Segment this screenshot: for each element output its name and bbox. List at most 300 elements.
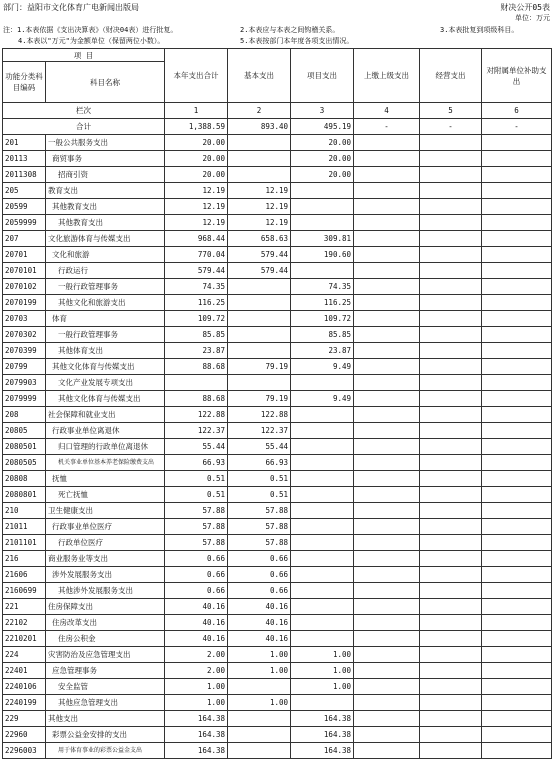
business-cell [420,599,482,615]
name-cell: 招商引资 [46,167,165,183]
name-cell: 体育 [46,311,165,327]
business-cell [420,711,482,727]
subsidy-cell [482,263,552,279]
code-cell: 20599 [3,199,46,215]
table-row [3,167,552,183]
project-cell: 164.38 [291,743,354,759]
business-cell [420,695,482,711]
table-row [3,407,552,423]
project-cell [291,551,354,567]
name-cell: 文化产业发展专项支出 [46,375,165,391]
business-cell [420,583,482,599]
name-cell: 商业服务业等支出 [46,551,165,567]
upper-cell [354,183,420,199]
table-row [3,567,552,583]
code-cell: 207 [3,231,46,247]
table-row [3,327,552,343]
basic-cell: 12.19 [228,199,291,215]
business-cell [420,215,482,231]
project-cell [291,215,354,231]
table-row [3,599,552,615]
project-cell: 164.38 [291,711,354,727]
business-cell [420,167,482,183]
table-row [3,247,552,263]
basic-cell: 57.88 [228,519,291,535]
name-cell: 抚恤 [46,471,165,487]
code-cell: 20799 [3,359,46,375]
basic-cell: 0.51 [228,471,291,487]
basic-cell [228,343,291,359]
project-cell: 109.72 [291,311,354,327]
project-cell [291,407,354,423]
column-header-name: 科目名称 [46,62,165,103]
note-3: 3.本表批复到项级科目。 [440,26,519,34]
table-row [3,647,552,663]
basic-cell: 1.00 [228,663,291,679]
total-cell: 85.85 [165,327,228,343]
project-cell [291,455,354,471]
project-cell [291,199,354,215]
column-header-subsidy: 对附属单位补助支出 [482,49,552,103]
subsidy-cell [482,663,552,679]
table-row [3,391,552,407]
business-cell [420,407,482,423]
business-cell [420,503,482,519]
col-number: 1 [165,103,228,119]
column-header-upper: 上缴上级支出 [354,49,420,103]
row-label: 栏次 [3,103,165,119]
upper-cell [354,279,420,295]
code-cell: 224 [3,647,46,663]
basic-cell: 40.16 [228,631,291,647]
money-unit: 单位：万元 [515,14,550,22]
total-cell: 57.88 [165,519,228,535]
col-number: 6 [482,103,552,119]
table-row [3,471,552,487]
business-cell [420,263,482,279]
total-cell: 579.44 [165,263,228,279]
code-cell: 2080801 [3,487,46,503]
total-cell: 109.72 [165,311,228,327]
project-cell: 20.00 [291,151,354,167]
col-number: 5 [420,103,482,119]
business-cell [420,679,482,695]
subsidy-cell [482,647,552,663]
total-label: 合计 [3,119,165,135]
upper-cell [354,615,420,631]
basic-cell [228,679,291,695]
name-cell: 文化旅游体育与传媒支出 [46,231,165,247]
table-row [3,199,552,215]
project-cell: 23.87 [291,343,354,359]
upper-cell [354,455,420,471]
business-cell [420,423,482,439]
name-cell: 应急管理事务 [46,663,165,679]
subsidy-cell [482,679,552,695]
project-cell [291,439,354,455]
project-cell [291,535,354,551]
project-cell: 309.81 [291,231,354,247]
business-cell [420,615,482,631]
project-cell [291,375,354,391]
basic-cell: 79.19 [228,391,291,407]
business-cell [420,359,482,375]
subsidy-cell [482,183,552,199]
subsidy-cell [482,487,552,503]
code-cell: 201 [3,135,46,151]
basic-cell: 122.88 [228,407,291,423]
total-cell: 164.38 [165,727,228,743]
name-cell: 行政单位医疗 [46,535,165,551]
name-cell: 住房改革支出 [46,615,165,631]
subsidy-cell [482,711,552,727]
name-cell: 其他文化和旅游支出 [46,295,165,311]
column-header-total: 本年支出合计 [165,49,228,103]
total-cell: 0.66 [165,551,228,567]
name-cell: 商贸事务 [46,151,165,167]
subsidy-cell [482,727,552,743]
total-cell: 0.66 [165,583,228,599]
upper-cell [354,231,420,247]
column-header-basic: 基本支出 [228,49,291,103]
column-group-header: 项 目 [3,49,165,62]
table-row [3,423,552,439]
basic-cell: 57.88 [228,535,291,551]
table-row [3,631,552,647]
table-row [3,535,552,551]
total-cell: 1.00 [165,695,228,711]
code-cell: 22102 [3,615,46,631]
business-cell [420,727,482,743]
code-cell: 229 [3,711,46,727]
upper-cell [354,695,420,711]
upper-cell [354,743,420,759]
business-cell [420,535,482,551]
subsidy-cell [482,455,552,471]
project-cell [291,695,354,711]
upper-cell [354,487,420,503]
business-cell [420,247,482,263]
project-cell [291,583,354,599]
subsidy-cell [482,743,552,759]
name-cell: 其他文化体育与传媒支出 [46,391,165,407]
total-cell: 12.19 [165,199,228,215]
project-cell: 20.00 [291,167,354,183]
project-cell [291,183,354,199]
business-cell [420,295,482,311]
subsidy-cell [482,615,552,631]
name-cell: 其他体育支出 [46,343,165,359]
table-row [3,295,552,311]
project-cell: 1.00 [291,647,354,663]
subsidy-cell [482,391,552,407]
business-cell [420,631,482,647]
name-cell: 灾害防治及应急管理支出 [46,647,165,663]
col-number: 2 [228,103,291,119]
basic-cell: 579.44 [228,247,291,263]
subsidy-cell [482,279,552,295]
business-cell [420,151,482,167]
total-cell: 66.93 [165,455,228,471]
table-row [3,663,552,679]
subsidy-cell [482,359,552,375]
basic-cell: 40.16 [228,599,291,615]
business-cell [420,327,482,343]
table-row [3,215,552,231]
subsidy-cell [482,295,552,311]
project-cell: 9.49 [291,359,354,375]
business-cell [420,519,482,535]
table-row [3,583,552,599]
upper-cell [354,151,420,167]
total-cell: 164.38 [165,743,228,759]
total-cell: 122.88 [165,407,228,423]
name-cell: 行政运行 [46,263,165,279]
code-cell: 22401 [3,663,46,679]
total-row [3,119,552,135]
name-cell: 一般行政管理事务 [46,327,165,343]
basic-cell: 658.63 [228,231,291,247]
name-cell: 卫生健康支出 [46,503,165,519]
name-cell: 其他涉外发展服务支出 [46,583,165,599]
total-cell: 0.51 [165,471,228,487]
upper-cell [354,679,420,695]
code-cell: 20113 [3,151,46,167]
project-cell: 85.85 [291,327,354,343]
subsidy-cell [482,503,552,519]
basic-cell: 1.00 [228,647,291,663]
business-cell [420,279,482,295]
basic-cell: 66.93 [228,455,291,471]
code-cell: 2240106 [3,679,46,695]
code-cell: 20703 [3,311,46,327]
business-cell [420,471,482,487]
total-cell: 1.00 [165,679,228,695]
name-cell: 用于体育事业的彩票公益金支出 [46,743,165,759]
name-cell: 其他应急管理支出 [46,695,165,711]
table-row [3,359,552,375]
code-cell: 21606 [3,567,46,583]
business-cell [420,487,482,503]
upper-cell [354,711,420,727]
note-1: 注：1.本表依据《支出决算表》（财决04表）进行批复。 [3,26,178,34]
business-cell [420,647,482,663]
col-number: 3 [291,103,354,119]
total-cell: 770.04 [165,247,228,263]
code-cell: 2059999 [3,215,46,231]
total-value: 1,388.59 [165,119,228,135]
table-row [3,263,552,279]
basic-cell [228,135,291,151]
name-cell: 归口管理的行政单位离退休 [46,439,165,455]
business-cell [420,311,482,327]
total-cell: 2.00 [165,647,228,663]
business-cell [420,199,482,215]
basic-cell: 0.51 [228,487,291,503]
table-row [3,679,552,695]
upper-cell [354,391,420,407]
col-number: 4 [354,103,420,119]
basic-cell [228,295,291,311]
total-cell: 20.00 [165,151,228,167]
upper-cell [354,519,420,535]
project-cell [291,503,354,519]
upper-cell [354,423,420,439]
upper-cell [354,647,420,663]
table-row [3,551,552,567]
basic-cell: 0.66 [228,551,291,567]
total-cell: 164.38 [165,711,228,727]
code-cell: 2080501 [3,439,46,455]
total-cell: 12.19 [165,215,228,231]
upper-cell [354,263,420,279]
column-header-business: 经营支出 [420,49,482,103]
total-cell: 40.16 [165,599,228,615]
table-row [3,183,552,199]
note-5: 5.本表按部门本年度各项支出情况。 [240,37,354,45]
upper-cell [354,359,420,375]
subsidy-cell [482,311,552,327]
basic-cell [228,375,291,391]
business-cell [420,391,482,407]
subsidy-cell [482,695,552,711]
name-cell: 死亡抚恤 [46,487,165,503]
upper-cell [354,567,420,583]
upper-cell [354,215,420,231]
upper-cell [354,631,420,647]
upper-cell [354,727,420,743]
subsidy-cell [482,551,552,567]
code-cell: 2079903 [3,375,46,391]
business-cell [420,135,482,151]
business-cell [420,343,482,359]
business-cell [420,551,482,567]
upper-cell [354,247,420,263]
subsidy-cell [482,471,552,487]
subsidy-cell [482,599,552,615]
business-cell [420,375,482,391]
basic-cell [228,727,291,743]
basic-cell: 57.88 [228,503,291,519]
upper-cell [354,199,420,215]
table-row [3,343,552,359]
basic-cell [228,711,291,727]
name-cell: 机关事业单位基本养老保险缴费支出 [46,455,165,471]
table-row [3,695,552,711]
subsidy-cell [482,439,552,455]
name-cell: 一般行政管理事务 [46,279,165,295]
total-cell: 74.35 [165,279,228,295]
name-cell: 安全监管 [46,679,165,695]
table-row [3,439,552,455]
subsidy-cell [482,535,552,551]
code-cell: 210 [3,503,46,519]
upper-cell [354,295,420,311]
code-cell: 2240199 [3,695,46,711]
form-code: 财决公开05表 [500,3,550,12]
project-cell [291,471,354,487]
table-row [3,615,552,631]
total-value: - [482,119,552,135]
basic-cell [228,167,291,183]
upper-cell [354,135,420,151]
subsidy-cell [482,231,552,247]
code-cell: 22960 [3,727,46,743]
project-cell: 1.00 [291,663,354,679]
code-cell: 2296003 [3,743,46,759]
upper-cell [354,439,420,455]
basic-cell: 0.66 [228,583,291,599]
name-cell: 教育支出 [46,183,165,199]
code-cell: 2070399 [3,343,46,359]
name-cell: 社会保障和就业支出 [46,407,165,423]
column-header-code: 功能分类科目编码 [3,62,46,103]
subsidy-cell [482,631,552,647]
total-cell: 0.51 [165,487,228,503]
name-cell: 住房公积金 [46,631,165,647]
code-cell: 216 [3,551,46,567]
code-cell: 2101101 [3,535,46,551]
total-cell: 88.68 [165,359,228,375]
subsidy-cell [482,247,552,263]
note-2: 2.本表应与本表之间钩稽关系。 [240,26,340,34]
table-row [3,743,552,759]
table-row [3,503,552,519]
basic-cell: 55.44 [228,439,291,455]
name-cell: 住房保障支出 [46,599,165,615]
total-cell: 122.37 [165,423,228,439]
note-4: 4.本表以"万元"为金额单位（保留两位小数）。 [18,37,165,45]
total-cell: 20.00 [165,167,228,183]
total-cell: 12.19 [165,183,228,199]
table-row [3,231,552,247]
project-cell [291,519,354,535]
code-cell: 20808 [3,471,46,487]
code-cell: 2079999 [3,391,46,407]
total-cell: 0.66 [165,567,228,583]
code-cell: 2070199 [3,295,46,311]
subsidy-cell [482,567,552,583]
upper-cell [354,599,420,615]
project-cell [291,423,354,439]
project-cell: 74.35 [291,279,354,295]
business-cell [420,567,482,583]
subsidy-cell [482,519,552,535]
business-cell [420,743,482,759]
upper-cell [354,471,420,487]
project-cell: 9.49 [291,391,354,407]
code-cell: 2070102 [3,279,46,295]
subsidy-cell [482,343,552,359]
code-cell: 2160699 [3,583,46,599]
name-cell: 其他文化体育与传媒支出 [46,359,165,375]
project-cell [291,631,354,647]
basic-cell: 122.37 [228,423,291,439]
project-cell: 1.00 [291,679,354,695]
table-row [3,151,552,167]
name-cell: 文化和旅游 [46,247,165,263]
code-cell: 221 [3,599,46,615]
code-cell: 2070302 [3,327,46,343]
upper-cell [354,375,420,391]
column-header-project: 项目支出 [291,49,354,103]
project-cell [291,567,354,583]
upper-cell [354,327,420,343]
business-cell [420,455,482,471]
department-label: 部门：益阳市文化体育广电新闻出版局 [3,3,139,12]
subsidy-cell [482,151,552,167]
total-cell: 968.44 [165,231,228,247]
